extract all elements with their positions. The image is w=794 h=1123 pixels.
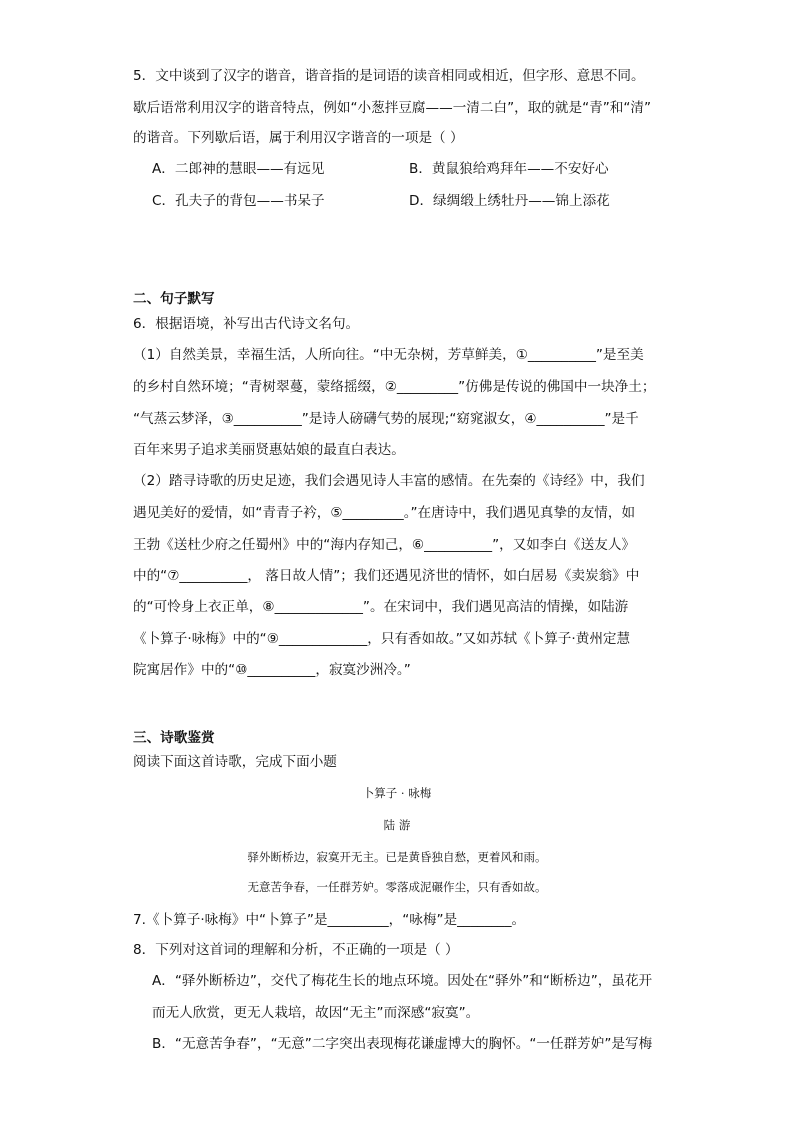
q7: 7.《卜算子·咏梅》中“卜算子”是_________，“咏梅”是________。: [133, 912, 526, 928]
section2-heading: 二、句子默写: [133, 291, 215, 307]
q6-stem: 6．根据语境，补写出古代诗文名句。: [133, 316, 360, 332]
q6-p1-line-2: 的乡村自然环境；“青树翠蔓，蒙络摇缀，②_________”仿佛是传说的佛国中一块净土；: [133, 379, 656, 395]
q6-p2-line-7: 院寓居作》中的“⑩__________，寂寞沙洲冷。”: [133, 662, 411, 678]
q5-option-b: B．黄鼠狼给鸡拜年——不安好心: [409, 161, 609, 177]
q5-line-1: 5．文中谈到了汉字的谐音，谐音指的是词语的读音相同或相近，但字形、意思不同。: [133, 68, 645, 84]
q6-p2-line-1: （2）踏寻诗歌的历史足迹，我们会遇见诗人丰富的感情。在先秦的《诗经》中，我们: [133, 473, 645, 489]
q8-stem: 8．下列对这首词的理解和分析，不正确的一项是（ ）: [133, 942, 459, 958]
q5-option-a: A．二郎神的慧眼——有远见: [152, 161, 325, 177]
q6-p2-line-2: 遇见美好的爱情，如“青青子衿，⑤_________。”在唐诗中，我们遇见真挚的友情，如: [133, 505, 636, 521]
q6-p2-line-3: 王勃《送杜少府之任蜀州》中的“海内存知己，⑥__________”，又如李白《送友人》: [133, 537, 636, 553]
q6-p2-line-5: 的“可怜身上衣正单，⑧_____________”。在宋词中，我们遇见高洁的情操，如陆游: [133, 599, 629, 615]
q6-p1-line-1: （1）自然美景，幸福生活，人所向往。“中无杂树，芳草鲜美，①__________”是至美: [133, 347, 644, 363]
poem-line-2: 无意苦争春，一任群芳妒。零落成泥碾作尘，只有香如故。: [247, 880, 547, 894]
q6-p2-line-4: 中的“⑦__________， 落日故人情”；我们还遇见济世的情怀，如白居易《卖炭翁》中: [133, 568, 640, 584]
poem-author: 陆 游: [383, 818, 411, 832]
q6-p1-line-4: 百年来男子追求美丽贤惠姑娘的最直白表达。: [133, 442, 405, 458]
q5-line-3: 的谐音。下列歇后语，属于利用汉字谐音的一项是（ ）: [133, 130, 464, 146]
q5-option-c: C．孔夫子的背包——书呆子: [152, 193, 325, 209]
poem-line-1: 驿外断桥边，寂寞开无主。已是黄昏独自愁，更着风和雨。: [247, 850, 547, 864]
q6-p1-line-3: “气蒸云梦泽，③__________”是诗人磅礴气势的展现;“窈窕淑女，④__________”是千: [133, 411, 639, 427]
q8-option-a-line-1: A．“驿外断桥边”，交代了梅花生长的地点环境。因处在“驿外”和“断桥边”，虽花开: [152, 973, 653, 989]
section3-intro: 阅读下面这首诗歌，完成下面小题: [133, 754, 337, 770]
q6-p2-line-6: 《卜算子·咏梅》中的“⑨_____________，只有香如故。”又如苏轼《卜算子·黄州定慧: [133, 631, 631, 647]
section3-heading: 三、诗歌鉴赏: [133, 730, 215, 746]
poem-title: 卜算子 · 咏梅: [362, 786, 432, 800]
q8-option-b-line-1: B．“无意苦争春”，“无意”二字突出表现梅花谦虚博大的胸怀。“一任群芳妒”是写梅: [152, 1036, 653, 1052]
q8-option-a-line-2: 而无人欣赏，更无人栽培，故因“无主”而深感“寂寞”。: [152, 1005, 480, 1021]
q5-line-2: 歇后语常利用汉字的谐音特点，例如“小葱拌豆腐——一清二白”，取的就是“青”和“清”: [133, 100, 652, 116]
q5-option-d: D．绿绸缎上绣牡丹——锦上添花: [409, 193, 610, 209]
